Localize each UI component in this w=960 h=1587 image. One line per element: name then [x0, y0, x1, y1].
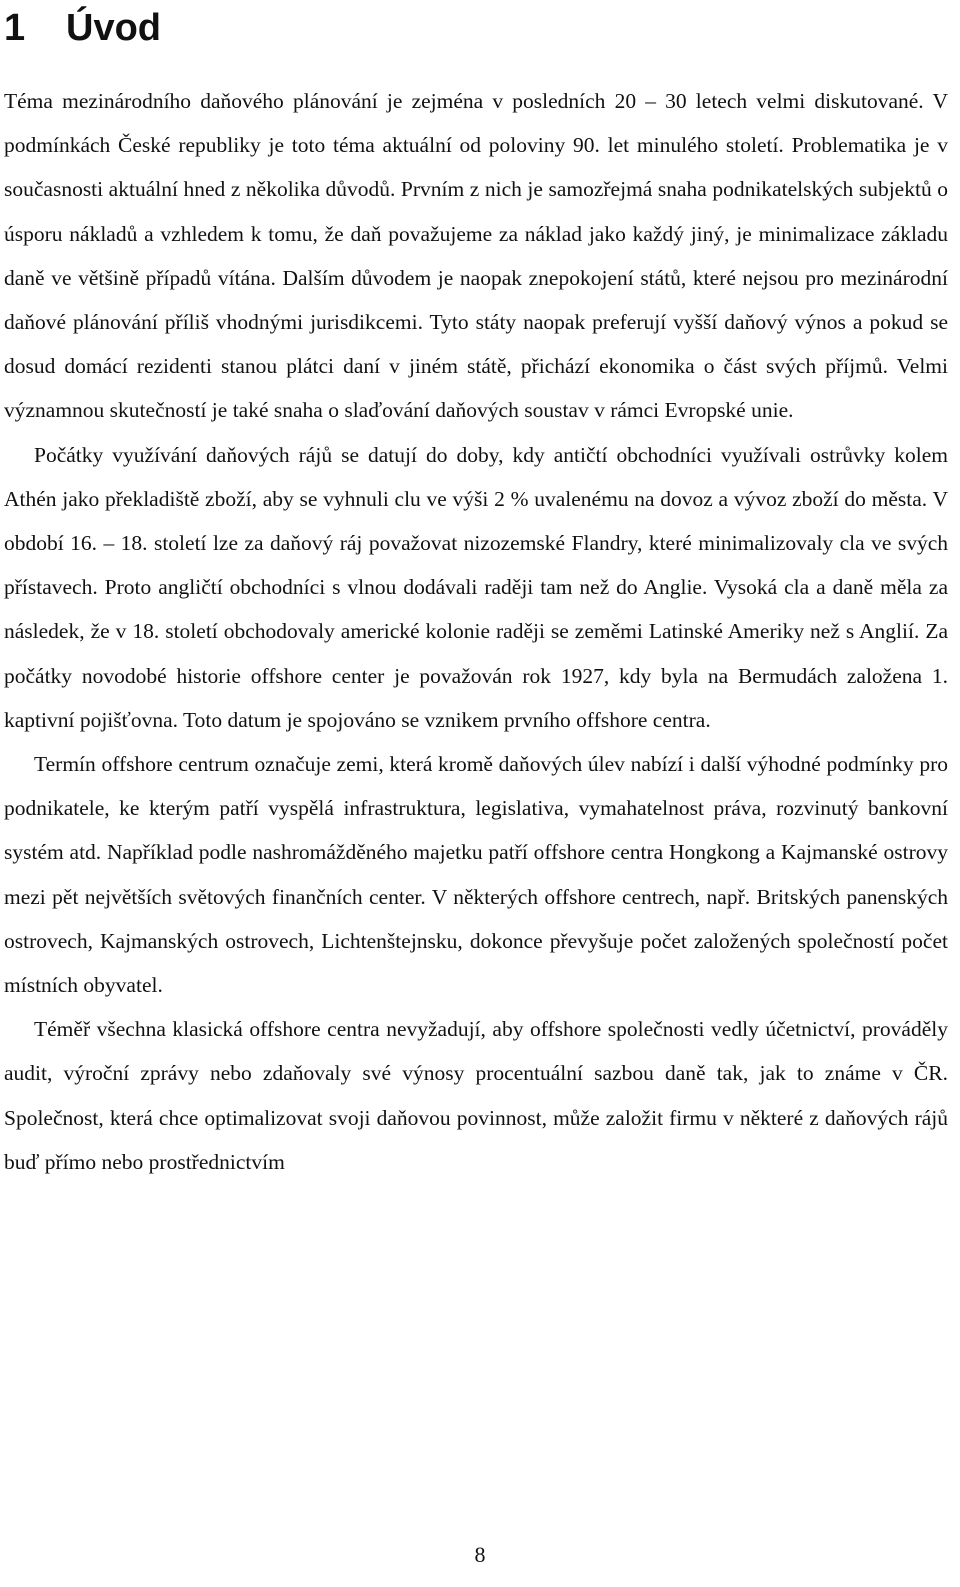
paragraph-4: Téměř všechna klasická offshore centra nevyžadují, aby offshore společnosti vedly účetnictví, prováděly audit, výroční zprávy nebo zdaňovaly své výnosy procentuální sazbou daně tak, jak to známe v ČR. Společnost, která chce optimalizovat svoji daňovou povinnost, může založit firmu v některé z daňových rájů buď přímo nebo prostřednictvím	[4, 1017, 948, 1174]
chapter-body	[4, 79, 948, 1184]
paragraph-1: Téma mezinárodního daňového plánování je zejména v posledních 20 – 30 letech velmi diskutované. V podmínkách České republiky je toto téma aktuální od poloviny 90. let minulého století. Problematika je v současnosti aktuální hned z několika důvodů. Prvním z nich je samozřejmá snaha podnikatelských subjektů o úsporu nákladů a vzhledem k tomu, že daň považujeme za náklad jako každý jiný, je minimalizace základu daně ve většině případů vítána. Dalším důvodem je naopak znepokojení států, které nejsou pro mezinárodní daňové plánování příliš vhodnými jurisdikcemi. Tyto státy naopak preferují vyšší daňový výnos a pokud se dosud domácí rezidenti stanou plátci daní v jiném státě, přichází ekonomika o část svých příjmů. Velmi významnou skutečností je také snaha o slaďování daňových soustav v rámci Evropské unie.	[4, 89, 948, 423]
chapter-heading	[4, 0, 161, 56]
paragraph-3: Termín offshore centrum označuje zemi, která kromě daňových úlev nabízí i další výhodné podmínky pro podnikatele, ke kterým patří vyspělá infrastruktura, legislativa, vymahatelnost práva, rozvinutý bankovní systém atd. Například podle nashromážděného majetku patří offshore centra Hongkong a Kajmanské ostrovy mezi pět největších světových finančních center. V některých offshore centrech, např. Britských panenských ostrovech, Kajmanských ostrovech, Lichtenštejnsku, dokonce převyšuje počet založených společností počet místních obyvatel.	[4, 752, 948, 998]
chapter-number: 1	[4, 7, 26, 49]
chapter-title: Úvod	[66, 7, 161, 49]
page-number: 8	[474, 1542, 486, 1567]
paragraph-2: Počátky využívání daňových rájů se datují do doby, kdy antičtí obchodníci využívali ostrůvky kolem Athén jako překladiště zboží, aby se vyhnuli clu ve výši 2 % uvalenému na dovoz a vývoz zboží do města. V období 16. – 18. století lze za daňový ráj považovat nizozemské Flandry, které minimalizovaly cla ve svých přístavech. Proto angličtí obchodníci s vlnou dodávali raději tam než do Anglie. Vysoká cla a daně měla za následek, že v 18. století obchodovaly americké kolonie raději se zeměmi Latinské Ameriky než s Anglií. Za počátky novodobé historie offshore center je považován rok 1927, kdy byla na Bermudách založena 1. kaptivní pojišťovna. Toto datum je spojováno se vznikem prvního offshore centra.	[4, 442, 948, 732]
